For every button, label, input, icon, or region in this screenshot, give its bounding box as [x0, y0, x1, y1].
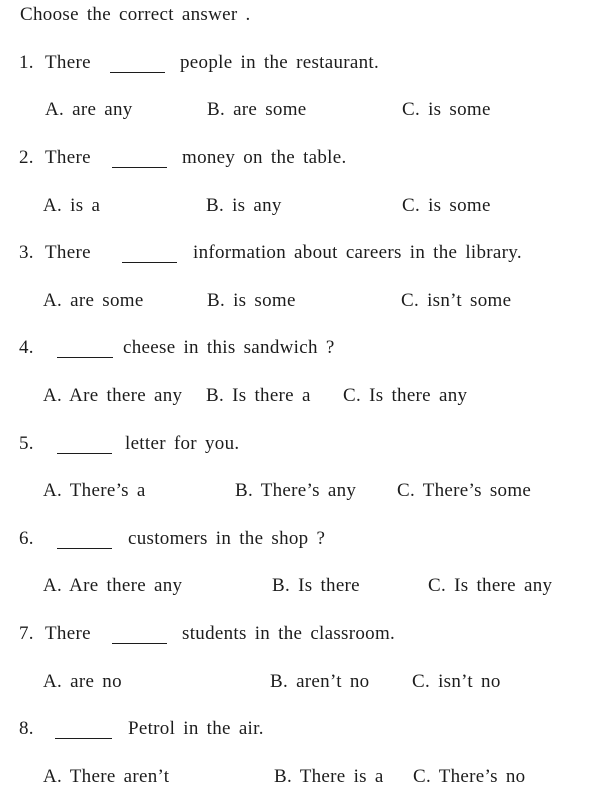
option-a: A. are some — [43, 290, 144, 311]
option-a: A. are any — [45, 99, 133, 120]
question-number: 6. — [19, 528, 34, 549]
answer-blank — [122, 242, 177, 263]
option-a: A. Are there any — [43, 385, 183, 406]
answer-blank — [110, 52, 165, 73]
option-b: B. There is a — [274, 766, 384, 787]
question-post-text: Petrol in the air. — [128, 718, 264, 739]
option-c: C. Is there any — [428, 575, 553, 596]
option-b: B. Is there — [272, 575, 360, 596]
option-a: A. is a — [43, 195, 101, 216]
answer-blank — [55, 718, 112, 739]
question-7-options — [0, 671, 610, 697]
answer-blank — [112, 147, 167, 168]
page-title: Choose the correct answer . — [20, 4, 251, 25]
answer-blank — [57, 528, 112, 549]
option-b: B. are some — [207, 99, 307, 120]
option-c: C. Is there any — [343, 385, 468, 406]
question-2-options — [0, 195, 610, 221]
question-post-text: letter for you. — [125, 433, 240, 454]
question-number: 2. — [19, 147, 34, 168]
question-post-text: students in the classroom. — [182, 623, 396, 644]
question-number: 7. — [19, 623, 34, 644]
option-c: C. There’s some — [397, 480, 532, 501]
answer-blank — [112, 623, 167, 644]
question-6 — [0, 528, 610, 554]
option-a: A. There’s a — [43, 480, 146, 501]
question-pre-text: There — [45, 147, 91, 168]
question-5 — [0, 433, 610, 459]
option-c: C. isn’t no — [412, 671, 501, 692]
option-b: B. aren’t no — [270, 671, 370, 692]
question-number: 5. — [19, 433, 34, 454]
question-7 — [0, 623, 610, 649]
page-title-line — [0, 4, 610, 30]
question-number: 4. — [19, 337, 34, 358]
option-b: B. Is there a — [206, 385, 311, 406]
question-3 — [0, 242, 610, 268]
option-b: B. There’s any — [235, 480, 357, 501]
question-post-text: people in the restaurant. — [180, 52, 380, 73]
question-3-options — [0, 290, 610, 316]
question-number: 8. — [19, 718, 34, 739]
option-c: C. is some — [402, 195, 491, 216]
question-pre-text: There — [45, 52, 91, 73]
option-c: C. There’s no — [413, 766, 526, 787]
question-4-options — [0, 385, 610, 411]
option-b: B. is any — [206, 195, 282, 216]
question-pre-text: There — [45, 623, 91, 644]
question-1 — [0, 52, 610, 78]
question-pre-text: There — [45, 242, 91, 263]
option-b: B. is some — [207, 290, 296, 311]
question-6-options — [0, 575, 610, 601]
option-a: A. are no — [43, 671, 122, 692]
question-8-options — [0, 766, 610, 792]
question-post-text: money on the table. — [182, 147, 347, 168]
question-5-options — [0, 480, 610, 506]
question-8 — [0, 718, 610, 744]
question-number: 1. — [19, 52, 34, 73]
question-1-options — [0, 99, 610, 125]
question-post-text: cheese in this sandwich ? — [123, 337, 335, 358]
option-a: A. There aren’t — [43, 766, 170, 787]
option-c: C. isn’t some — [401, 290, 512, 311]
answer-blank — [57, 433, 112, 454]
option-c: C. is some — [402, 99, 491, 120]
answer-blank — [57, 337, 113, 358]
question-post-text: information about careers in the library. — [193, 242, 522, 263]
question-2 — [0, 147, 610, 173]
question-post-text: customers in the shop ? — [128, 528, 326, 549]
question-4 — [0, 337, 610, 363]
question-number: 3. — [19, 242, 34, 263]
option-a: A. Are there any — [43, 575, 183, 596]
